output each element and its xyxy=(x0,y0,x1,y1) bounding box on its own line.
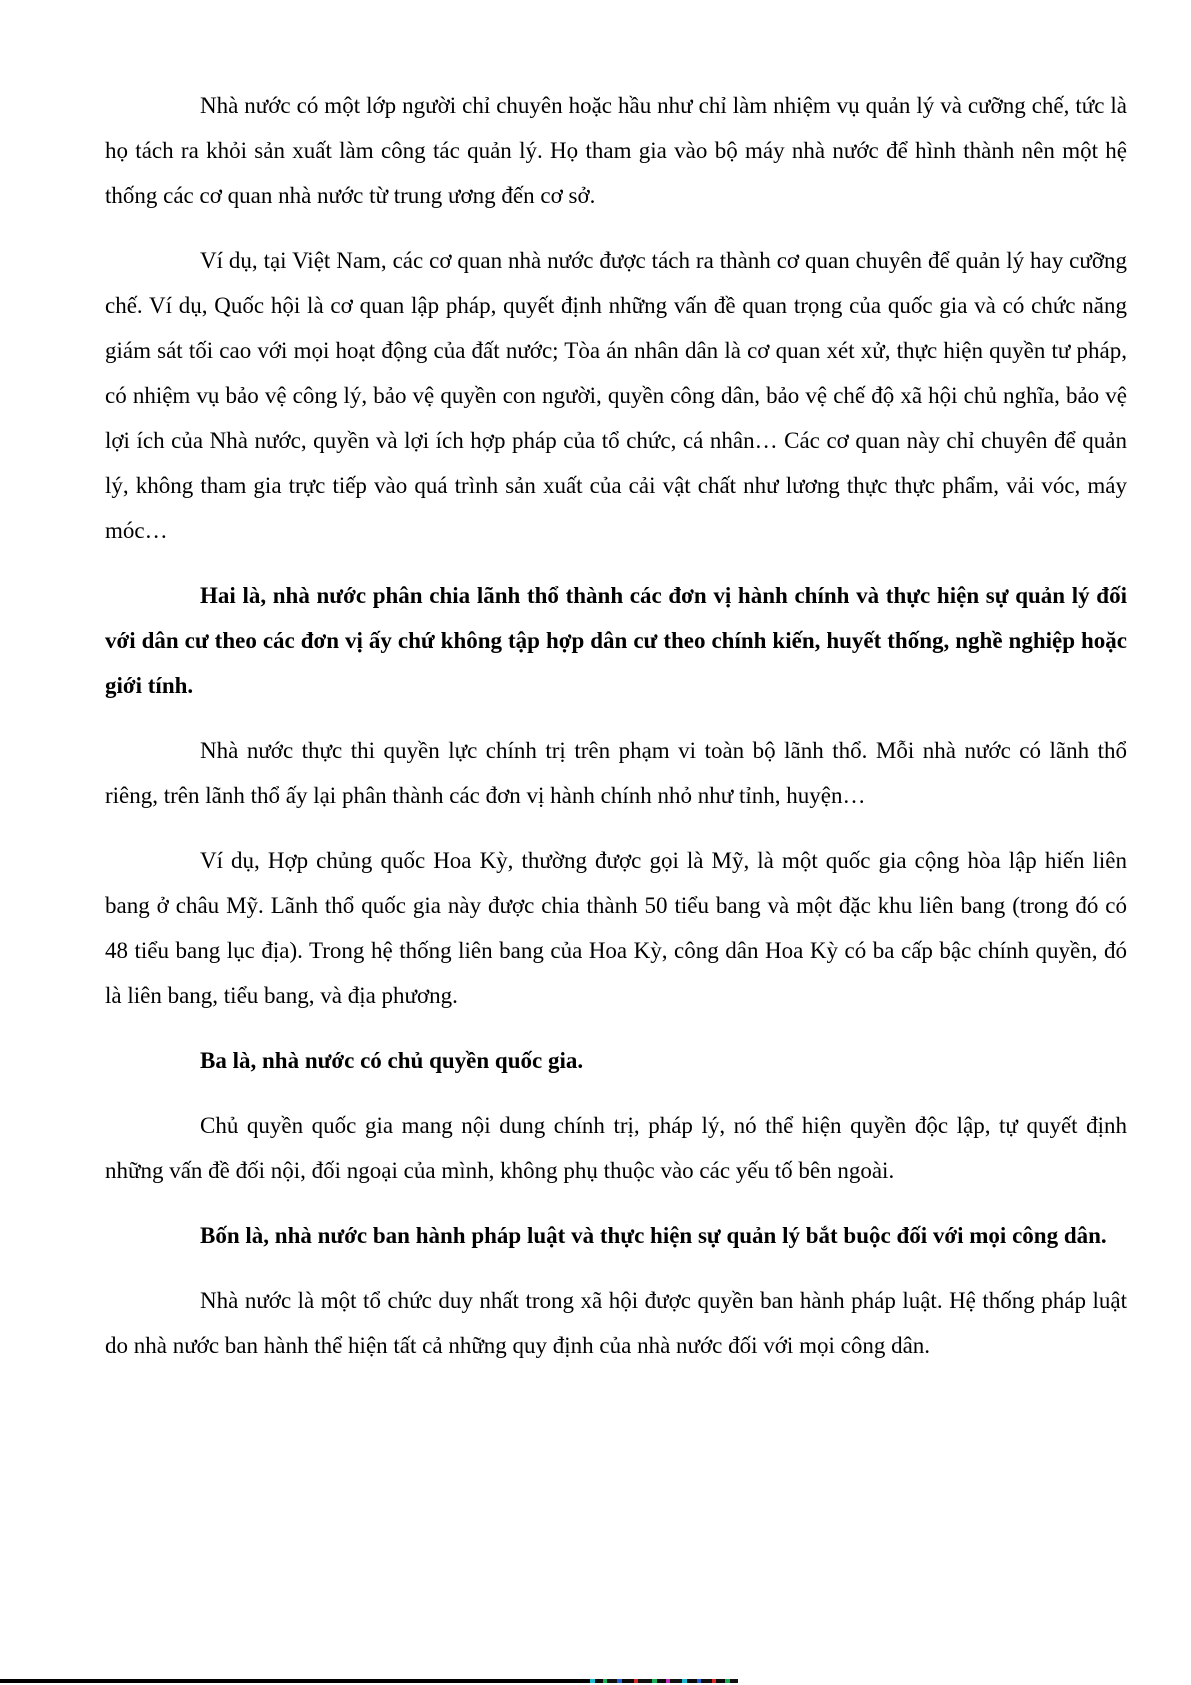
noise-pixel-segment xyxy=(607,1679,617,1683)
paragraph-bold: Hai là, nhà nước phân chia lãnh thổ thành các đơn vị hành chính và thực hiện sự quản lý đối với dân cư theo các đơn vị ấy chứ không tập hợp dân cư theo chính kiến, huyết thống, nghề nghiệp hoặc giới tính. xyxy=(105,583,1127,698)
noise-pixel-segment xyxy=(670,1679,682,1683)
paragraph: Chủ quyền quốc gia mang nội dung chính trị, pháp lý, nó thể hiện quyền độc lập, tự quyết định những vấn đề đối nội, đối ngoại của mình, không phụ thuộc vào các yếu tố bên ngoài. xyxy=(105,1113,1127,1183)
paragraph-bold: Bốn là, nhà nước ban hành pháp luật và thực hiện sự quản lý bắt buộc đối với mọi công dân. xyxy=(200,1223,1107,1248)
paragraph: Nhà nước là một tổ chức duy nhất trong xã hội được quyền ban hành pháp luật. Hệ thống pháp luật do nhà nước ban hành thể hiện tất cả những quy định của nhà nước đối với mọi công dân. xyxy=(105,1288,1127,1358)
document-body xyxy=(105,83,1127,1388)
paragraph: Nhà nước có một lớp người chỉ chuyên hoặc hầu như chỉ làm nhiệm vụ quản lý và cưỡng chế, tức là họ tách ra khỏi sản xuất làm công tác quản lý. Họ tham gia vào bộ máy nhà nước để hình thành nên một hệ thống các cơ quan nhà nước từ trung ương đến cơ sở. xyxy=(105,93,1127,208)
paragraph: Ví dụ, Hợp chủng quốc Hoa Kỳ, thường được gọi là Mỹ, là một quốc gia cộng hòa lập hiến liên bang ở châu Mỹ. Lãnh thổ quốc gia này được chia thành 50 tiểu bang và một đặc khu liên bang (trong đó có 48 tiểu bang lục địa). Trong hệ thống liên bang của Hoa Kỳ, công dân Hoa Kỳ có ba cấp bậc chính quyền, đó là liên bang, tiểu bang, và địa phương. xyxy=(105,848,1127,1008)
noise-pixel-segment xyxy=(730,1679,738,1683)
noise-pixel-segment xyxy=(622,1679,634,1683)
noise-pixel-segment xyxy=(687,1679,697,1683)
noise-pixel-segment xyxy=(701,1679,712,1683)
paragraph: Nhà nước thực thi quyền lực chính trị trên phạm vi toàn bộ lãnh thổ. Mỗi nhà nước có lãnh thổ riêng, trên lãnh thổ ấy lại phân thành các đơn vị hành chính nhỏ như tỉnh, huyện… xyxy=(105,738,1127,808)
paragraph: Ví dụ, tại Việt Nam, các cơ quan nhà nước được tách ra thành cơ quan chuyên để quản lý hay cưỡng chế. Ví dụ, Quốc hội là cơ quan lập pháp, quyết định những vấn đề quan trọng của quốc gia và có chức năng giám sát tối cao với mọi hoạt động của đất nước; Tòa án nhân dân là cơ quan xét xử, thực hiện quyền tư pháp, có nhiệm vụ bảo vệ công lý, bảo vệ quyền con người, quyền công dân, bảo vệ chế độ xã hội chủ nghĩa, bảo vệ lợi ích của Nhà nước, quyền và lợi ích hợp pháp của tổ chức, cá nhân… Các cơ quan này chỉ chuyên để quản lý, không tham gia trực tiếp vào quá trình sản xuất của cải vật chất như lương thực thực phẩm, vải vóc, máy móc… xyxy=(105,248,1127,543)
bottom-edge-noise-pixels xyxy=(590,1679,738,1683)
paragraph-bold: Ba là, nhà nước có chủ quyền quốc gia. xyxy=(200,1048,584,1073)
noise-pixel-segment xyxy=(595,1679,603,1683)
noise-pixel-segment xyxy=(638,1679,652,1683)
noise-pixel-segment xyxy=(716,1679,725,1683)
noise-pixel-segment xyxy=(657,1679,666,1683)
